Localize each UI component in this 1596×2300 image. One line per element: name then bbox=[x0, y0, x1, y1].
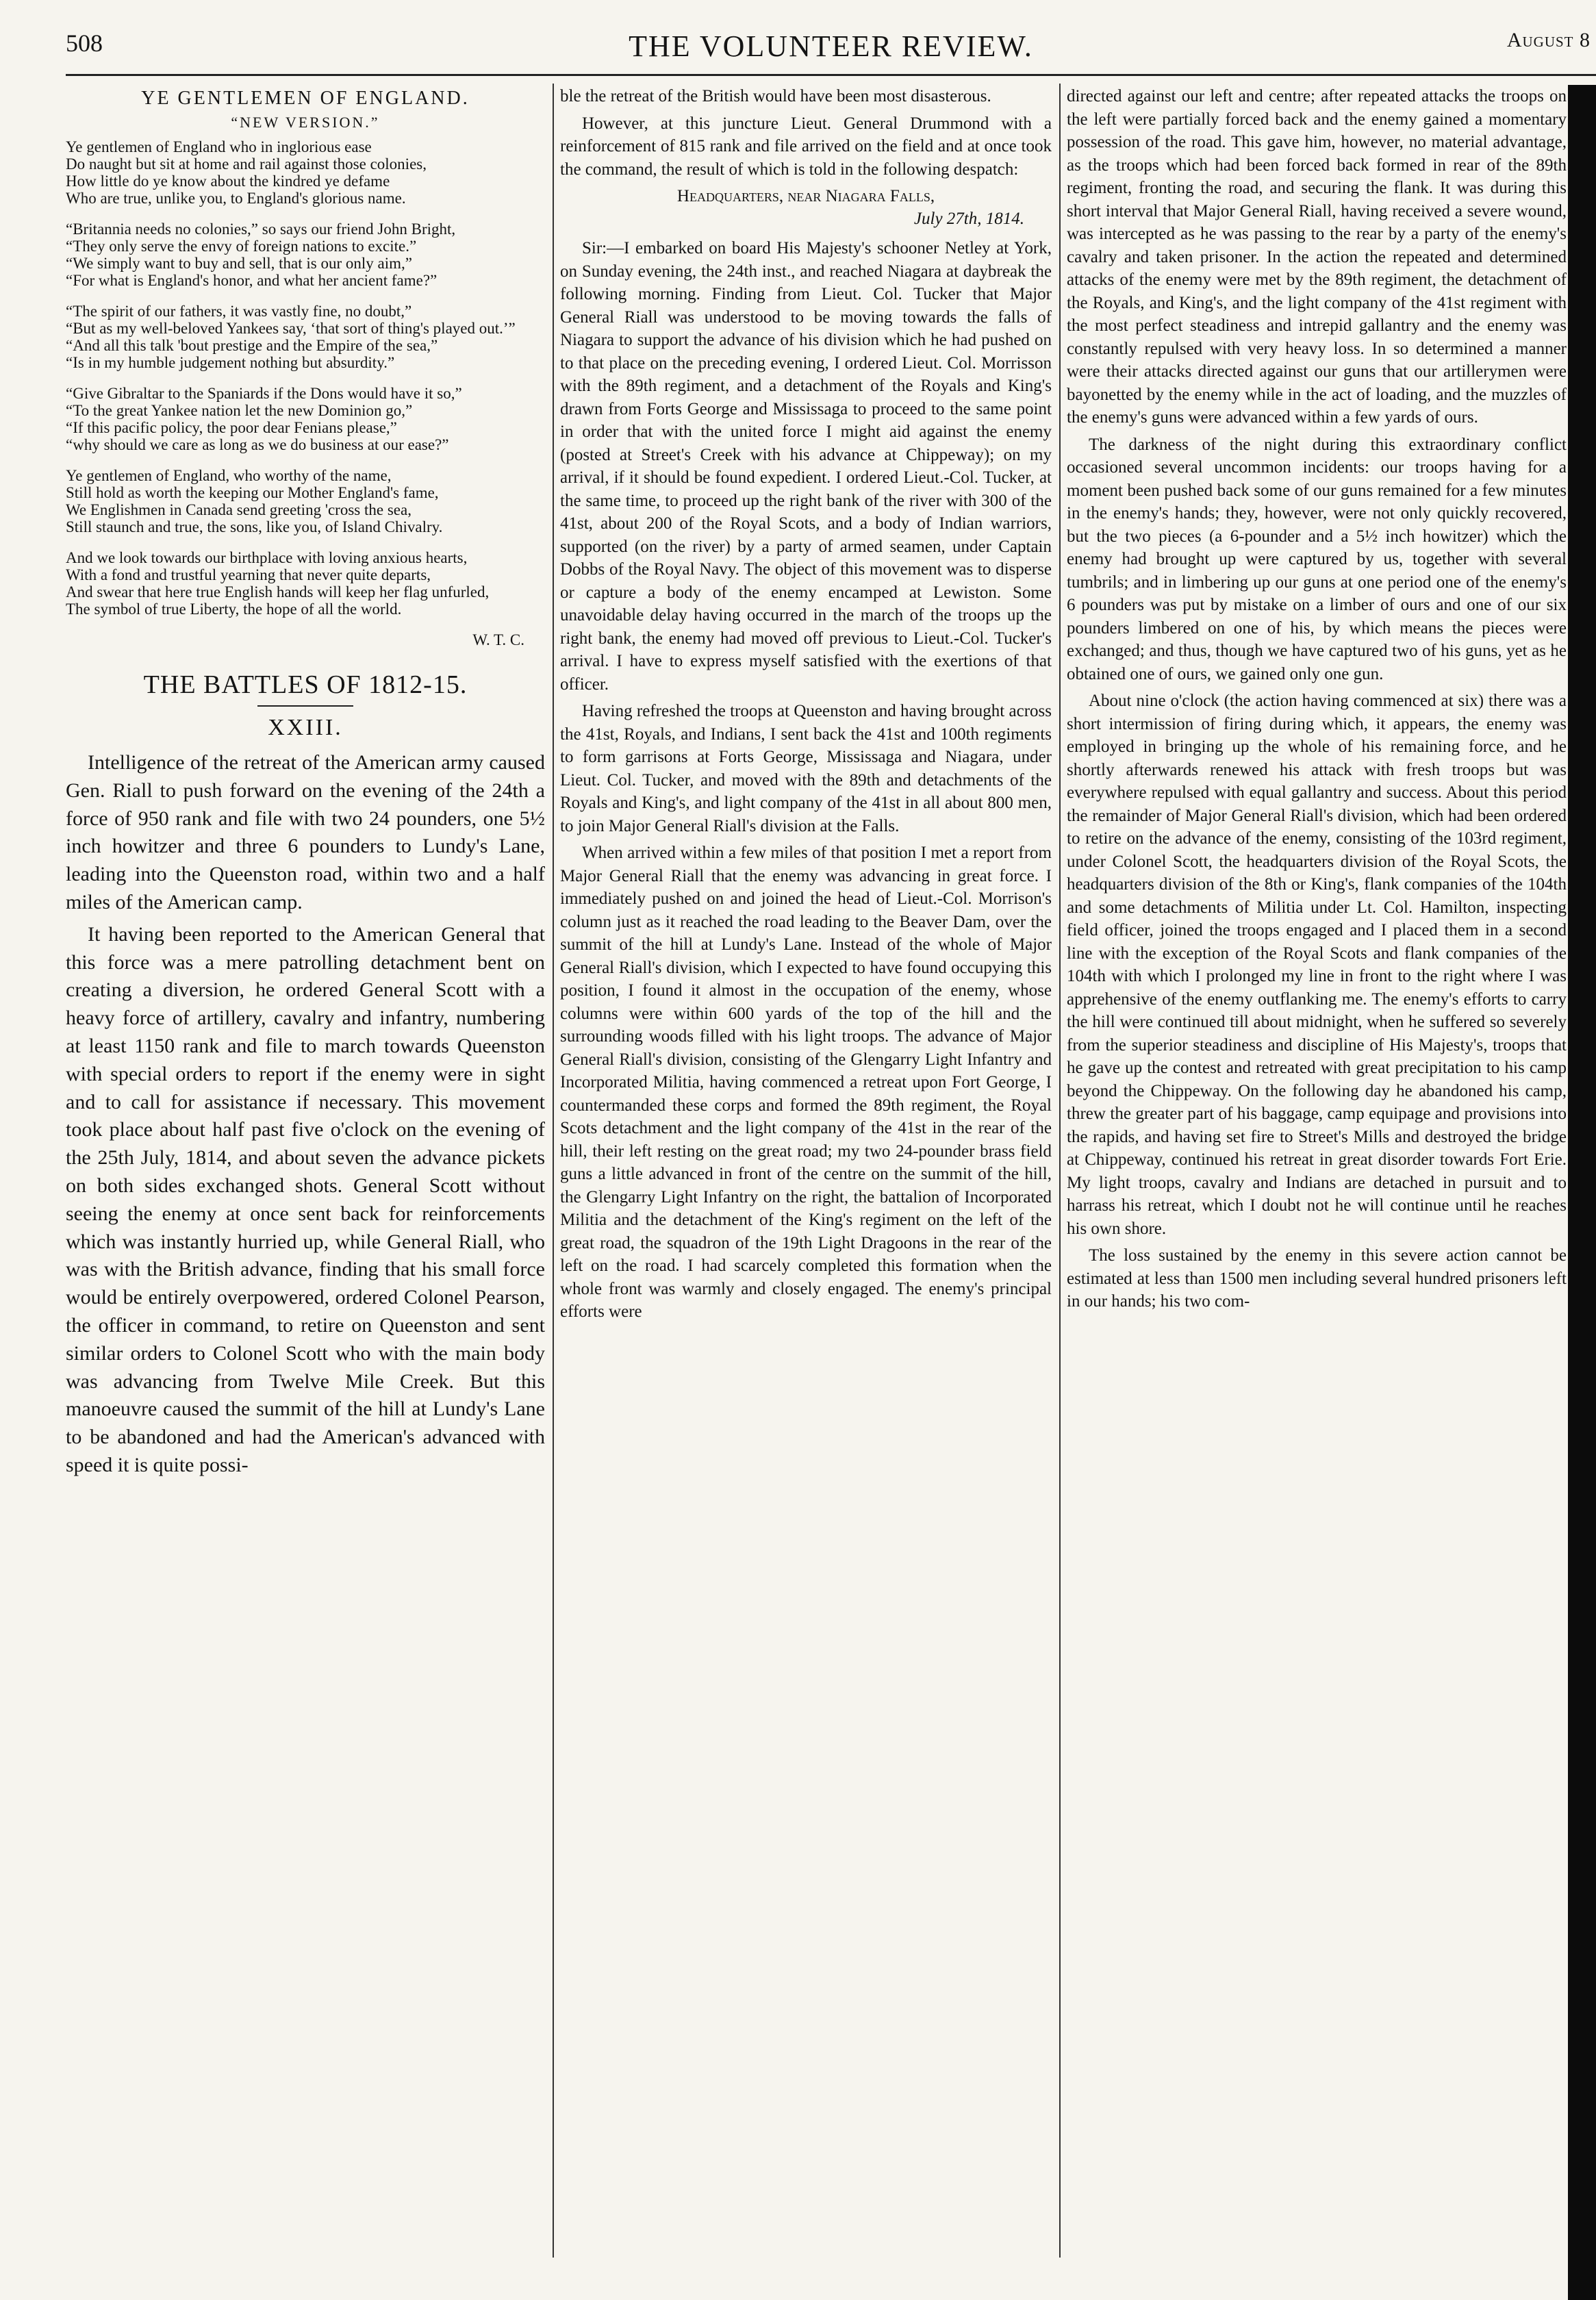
poem-line: Still hold as worth the keeping our Mother England's fame, bbox=[66, 484, 439, 501]
poem-title: YE GENTLEMEN OF ENGLAND. bbox=[141, 88, 470, 109]
poem-stanza bbox=[66, 467, 545, 535]
poem-stanza bbox=[66, 385, 545, 453]
article-body-col1 bbox=[66, 749, 545, 1480]
column-1 bbox=[66, 85, 545, 2259]
poem-line: Still staunch and true, the sons, like you, of Island Chivalry. bbox=[66, 518, 443, 535]
title-rule bbox=[257, 705, 353, 707]
poem-stanza bbox=[66, 138, 545, 207]
header-rule bbox=[66, 74, 1596, 76]
poem-line: “To the great Yankee nation let the new Dominion go,” bbox=[66, 402, 413, 419]
poem-line: We Englishmen in Canada send greeting 'cross the sea, bbox=[66, 501, 411, 518]
dateline-date: July 27th, 1814. bbox=[913, 210, 1024, 228]
poem-line: “But as my well-beloved Yankees say, ‘that sort of thing's played out.’” bbox=[66, 320, 516, 337]
poem-stanza bbox=[66, 549, 545, 618]
publication-title: THE VOLUNTEER REVIEW. bbox=[629, 29, 1033, 63]
paragraph: It having been reported to the American General that this force was a mere patrolling detachment bent on creating a diversion, he ordered General Scott with a heavy force of artillery, cavalry and infantry, numbering at least 1150 rank and file to march towards Queenston with special orders to report if the enemy were in sight and to call for assistance if necessary. This movement took place about half past five o'clock on the evening of the 25th July, 1814, and about seven the advance pickets on both sides exchanged shots. General Scott without seeing the enemy at once sent back for reinforcements which was instantly hurried up, while General Riall, who was with the British advance, finding that his small force would be entirely overpowered, ordered Colonel Pearson, the officer in command, to retire on Queenston and sent similar orders to Colonel Scott who with the main body was advancing from Twelve Mile Creek. But this manoeuvre caused the summit of the hill at Lundy's Lane to be abandoned and had the American's advanced with speed it is quite possi- bbox=[66, 922, 545, 1476]
poem-line: Who are true, unlike you, to England's glorious name. bbox=[66, 190, 406, 207]
poem-line: “For what is England's honor, and what her ancient fame?” bbox=[66, 272, 438, 289]
article-body-col2 bbox=[560, 237, 1052, 1324]
poem-line: Do naught but sit at home and rail against those colonies, bbox=[66, 155, 427, 173]
poem-line: “Is in my humble judgement nothing but absurdity.” bbox=[66, 354, 395, 371]
poem-line: “We simply want to buy and sell, that is our only aim,” bbox=[66, 255, 412, 272]
paragraph: When arrived within a few miles of that position I met a report from Major General Riall that the enemy was advancing in great force. I immediately pushed on and joined the head of Lieut.-Col. Morrison's column just as it reached the road leading to the Beaver Dam, over the summit of the hill at Lundy's Lane. Instead of the whole of Major General Riall's division, which I expected to have found occupying this position, I found it almost in the occupation of the enemy, whose columns were within 600 yards of the top of the hill and the surrounding woods filled with his light troops. The advance of Major General Riall's division, consisting of the Glengarry Light Infantry and Incorporated Militia, having commenced a retreat upon Fort George, I countermanded these corps and formed the 89th regiment, the Royal Scots detachment and the light company of the 41st in the rear of the hill, their left resting on the great road; my two 24-pounder brass field guns a little advanced in front of the centre on the summit of the hill, the Glengarry Light Infantry on the right, the battalion of Incorporated Militia and the detachment of the King's regiment on the left of the great road, the squadron of the 19th Light Dragoons in the rear of the left on the road. I had scarcely completed this formation when the whole front was warmly and closely engaged. The enemy's principal efforts were bbox=[560, 844, 1052, 1321]
poem-line: “The spirit of our fathers, it was vastly fine, no doubt,” bbox=[66, 303, 412, 320]
paragraph: Intelligence of the retreat of the American army caused Gen. Riall to push forward on the evening of the 24th a force of 950 rank and file with two 24 pounders, one 5½ inch howitzer and three 6 pounders to Lundy's Lane, leading into the Queenston road, within two and a half miles of the American camp. bbox=[66, 751, 545, 913]
poem-line: “Britannia needs no colonies,” so says our friend John Bright, bbox=[66, 220, 456, 238]
paragraph: About nine o'clock (the action having commenced at six) there was a short intermission of firing during which, it appears, the enemy was employed in bringing up the whole of his remaining force, and he shortly afterwards renewed his attack with fresh troops but was everywhere repulsed with equal gallantry and success. About this period the remainder of Major General Riall's division, which had been ordered to retire on the advance of the enemy, consisting of the 103rd regiment, under Colonel Scott, the headquarters division of the Royal Scots, the headquarters division of the 8th or King's, flank companies of the 104th and some detachments of Militia under Lt. Col. Hamilton, inspecting field officer, joined the troops engaged and I placed them in a second line with the exception of the Royal Scots and flank companies of the 104th with which I prolonged my line in front to the right where I was apprehensive of the enemy outflanking me. The enemy's efforts to carry the hill were continued till about midnight, when he suffered so severely from the superior steadiness and discipline of His Majesty's, troops that he gave up the contest and retreated with great precipitation to his camp beyond the Chippeway. On the following day he abandoned his camp, threw the greater part of his baggage, camp equipage and provisions into the rapids, and having set fire to Street's Mills and destroyed the bridge at Chippeway, continued his retreat in great disorder towards Fort Erie. My light troops, cavalry and Indians are detached in pursuit and to harrass his retreat, which I doubt not he will continue until he reaches his own shore. bbox=[1067, 692, 1567, 1238]
poem-body bbox=[66, 138, 545, 618]
paragraph: directed against our left and centre; after repeated attacks the troops on the left were partially forced back and the enemy gained a momentary possession of the road. This gave him, however, no material advantage, as the troops which had been forced back formed in rear of the 89th regiment, fronting the road, and securing the flank. It was during this short interval that Major General Riall, having received a severe wound, was intercepted as he was passing to the rear by a party of the enemy's cavalry and taken prisoner. In the action the repeated and determined attacks of the enemy were met by the 89th regiment, the detachment of the Royals, and King's, and the light company of the 41st regiment with the most perfect steadiness and intrepid gallantry and the enemy was constantly repulsed with very heavy loss. In so determined a manner were their attacks directed against our guns that our artillerymen were bayonetted by the enemy while in the act of loading, and the muzzles of the enemy's guns were advanced within a few yards of ours. bbox=[1067, 87, 1567, 427]
column-divider-2 bbox=[1059, 84, 1061, 2258]
poem-signature: W. T. C. bbox=[472, 631, 524, 648]
paragraph: However, at this juncture Lieut. General Drummond with a reinforcement of 815 rank and file arrived on the field and at once took the command, the result of which is told in the following despatch: bbox=[560, 114, 1052, 179]
poem-subtitle: “NEW VERSION.” bbox=[231, 114, 380, 131]
poem-line: “Give Gibraltar to the Spaniards if the Dons would have it so,” bbox=[66, 385, 462, 402]
article-body-col2-intro bbox=[560, 85, 1052, 181]
poem-stanza bbox=[66, 220, 545, 289]
poem-line: And swear that here true English hands will keep her flag unfurled, bbox=[66, 583, 490, 601]
article-body-col3 bbox=[1067, 85, 1567, 1313]
paragraph: ble the retreat of the British would have been most disasterous. bbox=[560, 87, 991, 105]
column-3 bbox=[1067, 85, 1567, 2259]
poem-line: And we look towards our birthplace with loving anxious hearts, bbox=[66, 549, 468, 566]
poem-line: “why should we care as long as we do business at our ease?” bbox=[66, 436, 449, 453]
poem-line: The symbol of true Liberty, the hope of all the world. bbox=[66, 601, 402, 618]
scan-edge-bar bbox=[1568, 85, 1596, 2300]
poem-line: With a fond and trustful yearning that never quite departs, bbox=[66, 566, 431, 583]
poem-line: “And all this talk 'bout prestige and the Empire of the sea,” bbox=[66, 337, 438, 354]
issue-date: August 8 bbox=[1506, 29, 1591, 51]
column-divider-1 bbox=[553, 84, 554, 2258]
page-header bbox=[66, 29, 1596, 70]
column-2 bbox=[560, 85, 1052, 2259]
article-number: XXIII. bbox=[268, 715, 343, 740]
poem-line: Ye gentlemen of England, who worthy of the name, bbox=[66, 467, 392, 484]
page-number: 508 bbox=[66, 29, 103, 57]
poem-line: Ye gentlemen of England who in inglorious ease bbox=[66, 138, 372, 155]
poem-line: “They only serve the envy of foreign nations to excite.” bbox=[66, 238, 417, 255]
paragraph: The darkness of the night during this extraordinary conflict occasioned several uncommon incidents: our troops having for a moment been pushed back some of our guns remained for a few minutes in the enemy's hands; they, however, were not only quickly recovered, but the two pieces (a 6-pounder and a 5½ inch howitzer) which the enemy had brought up were captured by us, together with several tumbrils; and in limbering up our guns at one period one of the enemy's 6 pounders was put by mistake on a limber of ours and one of our six pounders limbered on one of his, by which means the pieces were exchanged; and thus, though we have captured two of his guns, yet as he obtained one of ours, we gained only one gun. bbox=[1067, 435, 1567, 683]
paragraph: Sir:—I embarked on board His Majesty's schooner Netley at York, on Sunday evening, the 24th inst., and reached Niagara at daybreak the following morning. Finding from Lieut. Col. Tucker that Major General Riall was understood to be moving towards the falls of Niagara to support the advance of his division which he had pushed on to that place on the preceding evening, I ordered Lieut. Col. Morrisson with the 89th regiment, and a detachment of the Royals and King's drawn from Forts George and Mississaga to proceed to the same point in order that with the united force I might aid against the enemy (posted at Street's Creek with his advance at Chippeway); on my arrival, if it should be found expedient. I ordered Lieut.-Col. Tucker, at the same time, to proceed up the right bank of the river with 300 of the 41st, about 200 of the Royal Scots, and a body of Indian warriors, supported (on the river) by a party of armed seamen, under Captain Dobbs of the Royal Navy. The object of this movement was to disperse or capture a body of the enemy encamped at Lewiston. Some unavoidable delay having occurred in the march of the troops up the right bank, the enemy had moved off previous to Lieut.-Col. Tucker's arrival. I have to express myself satisfied with the exertions of that officer. bbox=[560, 239, 1052, 694]
paragraph: The loss sustained by the enemy in this severe action cannot be estimated at less than 1500 men including several hundred prisoners left in our hands; his two com- bbox=[1067, 1246, 1567, 1311]
poem-stanza bbox=[66, 303, 545, 371]
despatch-dateline bbox=[560, 185, 1052, 230]
article-title: THE BATTLES OF 1812-15. bbox=[143, 670, 468, 699]
poem-line: “If this pacific policy, the poor dear Fenians please,” bbox=[66, 419, 397, 436]
dateline-place: Headquarters, near Niagara Falls, bbox=[676, 187, 935, 205]
paragraph: Having refreshed the troops at Queenston and having brought across the 41st, Royals, and Indians, I sent back the 41st and 100th regiments to form garrisons at Forts George, Mississaga and Niagara, under Lieut. Col. Tucker, and moved with the 89th and detachments of the Royals and King's, and light company of the 41st in all about 800 men, to join Major General Riall's division at the Falls. bbox=[560, 702, 1052, 835]
poem-line: How little do ye know about the kindred ye defame bbox=[66, 173, 390, 190]
